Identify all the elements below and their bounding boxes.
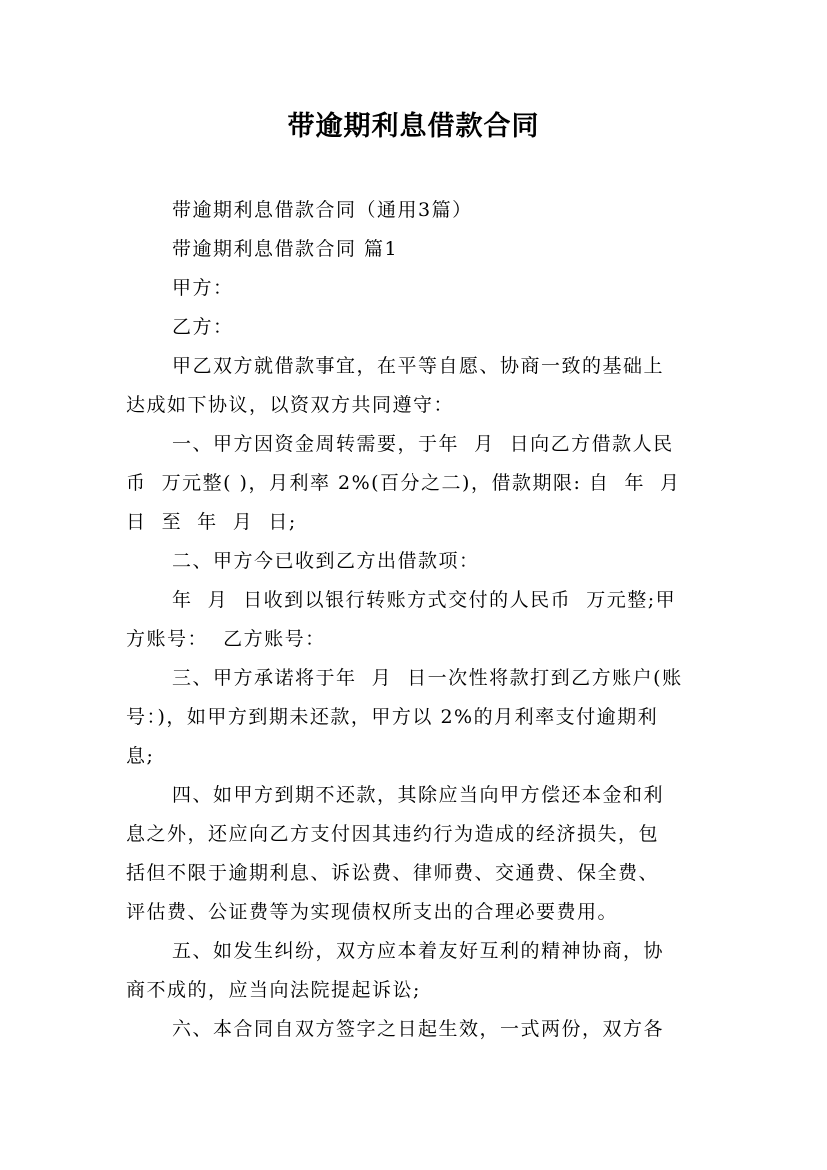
document-title: 带逾期利息借款合同 xyxy=(287,111,540,142)
doc-line: 三、甲方承诺将于年 月 日一次性将款打到乙方账户(账 xyxy=(172,667,683,689)
doc-line: 六、本合同自双方签字之日起生效，一式两份，双方各 xyxy=(172,1018,665,1040)
doc-line: 评估费、公证费等为实现债权所支出的合理必要费用。 xyxy=(126,901,619,923)
doc-line: 甲乙双方就借款事宜，在平等自愿、协商一致的基础上 xyxy=(172,355,665,377)
doc-line: 方账号： 乙方账号： xyxy=(126,628,326,650)
doc-line: 币 万元整( )，月利率 2%(百分之二)，借款期限: 自 年 月 xyxy=(126,472,681,494)
doc-line: 带逾期利息借款合同 篇1 xyxy=(172,238,399,260)
doc-line: 四、如甲方到期不还款，其除应当向甲方偿还本金和利 xyxy=(172,784,665,806)
doc-line: 乙方： xyxy=(172,316,234,338)
doc-line: 日 至 年 月 日; xyxy=(126,511,297,533)
doc-line: 商不成的，应当向法院提起诉讼; xyxy=(126,979,421,1001)
doc-line: 号：)，如甲方到期未还款，甲方以 2%的月利率支付逾期利 xyxy=(126,706,659,728)
doc-line: 二、甲方今已收到乙方出借款项： xyxy=(172,550,480,572)
doc-line: 息; xyxy=(126,745,155,767)
doc-line: 五、如发生纠纷，双方应本着友好互利的精神协商，协 xyxy=(172,940,665,962)
doc-line: 息之外，还应向乙方支付因其违约行为造成的经济损失，包 xyxy=(126,823,660,845)
doc-line: 达成如下协议，以资双方共同遵守： xyxy=(126,394,455,416)
doc-line: 括但不限于逾期利息、诉讼费、律师费、交通费、保全费、 xyxy=(126,862,660,884)
doc-line: 年 月 日收到以银行转账方式交付的人民币 万元整;甲 xyxy=(172,589,677,611)
doc-line: 甲方： xyxy=(172,277,234,299)
doc-line: 一、甲方因资金周转需要，于年 月 日向乙方借款人民 xyxy=(172,433,674,455)
doc-line: 带逾期利息借款合同（通用3篇） xyxy=(172,199,473,221)
